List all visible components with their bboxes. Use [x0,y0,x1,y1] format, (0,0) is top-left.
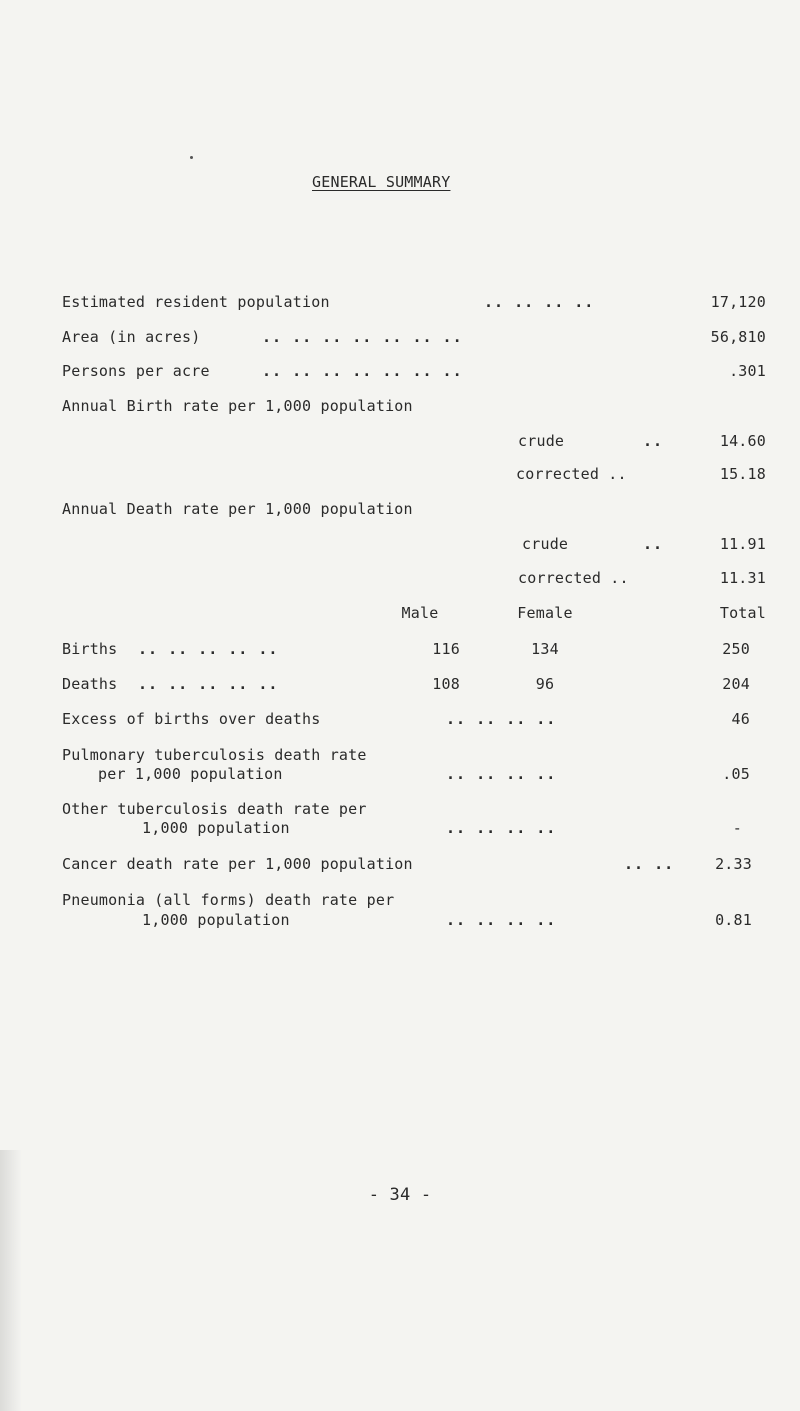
other-tb-label-line1: Other tuberculosis death rate per [62,800,367,818]
births-male: 116 [432,640,460,658]
excess-leader: .. .. .. .. [446,710,557,728]
density-value: .301 [729,362,766,380]
population-leader: .. .. .. .. [484,293,595,311]
density-label: Persons per acre [62,362,210,380]
pneumonia-label-line1: Pneumonia (all forms) death rate per [62,891,395,909]
cancer-leader: .. .. [624,855,675,873]
density-leader: .. .. .. .. .. .. .. [262,362,463,380]
birth-corrected-label: corrected .. [516,465,627,483]
page-fold-shadow [0,1150,22,1411]
page-title: GENERAL SUMMARY [312,173,451,191]
area-value: 56,810 [710,328,766,346]
deaths-label: Deaths [62,675,118,693]
area-leader: .. .. .. .. .. .. .. [262,328,463,346]
deaths-female: 96 [535,675,555,693]
pulmonary-leader: .. .. .. .. [446,765,557,783]
pneumonia-leader: .. .. .. .. [446,911,557,929]
other-tb-total: - [732,819,742,837]
birth-rate-heading: Annual Birth rate per 1,000 population [62,397,413,415]
birth-crude-value: 14.60 [719,432,766,450]
births-label: Births [62,640,118,658]
birth-crude-label: crude [518,432,565,450]
death-corrected-value: 11.31 [719,569,766,587]
pulmonary-label-line1: Pulmonary tuberculosis death rate [62,746,367,764]
births-total: 250 [722,640,750,658]
population-label: Estimated resident population [62,293,330,311]
other-tb-label-line2: 1,000 population [142,819,290,837]
death-rate-heading: Annual Death rate per 1,000 population [62,500,413,518]
deaths-leader: .. .. .. .. .. [138,675,279,693]
death-crude-leader: .. [643,535,664,553]
pneumonia-label-line2: 1,000 population [142,911,290,929]
births-leader: .. .. .. .. .. [138,640,279,658]
cancer-total: 2.33 [715,855,752,873]
area-label: Area (in acres) [62,328,201,346]
births-female: 134 [531,640,559,658]
excess-total: 46 [731,710,750,728]
excess-label: Excess of births over deaths [62,710,321,728]
header-total: Total [719,604,766,622]
pulmonary-total: .05 [722,765,750,783]
death-corrected-label: corrected .. [518,569,629,587]
death-crude-label: crude [522,535,569,553]
pulmonary-label-line2: per 1,000 population [98,765,283,783]
cancer-label: Cancer death rate per 1,000 population [62,855,413,873]
population-value: 17,120 [710,293,766,311]
pneumonia-total: 0.81 [715,911,752,929]
death-crude-value: 11.91 [719,535,766,553]
other-tb-leader: .. .. .. .. [446,819,557,837]
page-speck [190,156,193,159]
header-male: Male [401,604,439,622]
birth-corrected-value: 15.18 [719,465,766,483]
header-female: Female [517,604,573,622]
birth-crude-leader: .. [643,432,664,450]
deaths-total: 204 [722,675,750,693]
page-number: - 34 - [368,1185,432,1205]
deaths-male: 108 [432,675,460,693]
